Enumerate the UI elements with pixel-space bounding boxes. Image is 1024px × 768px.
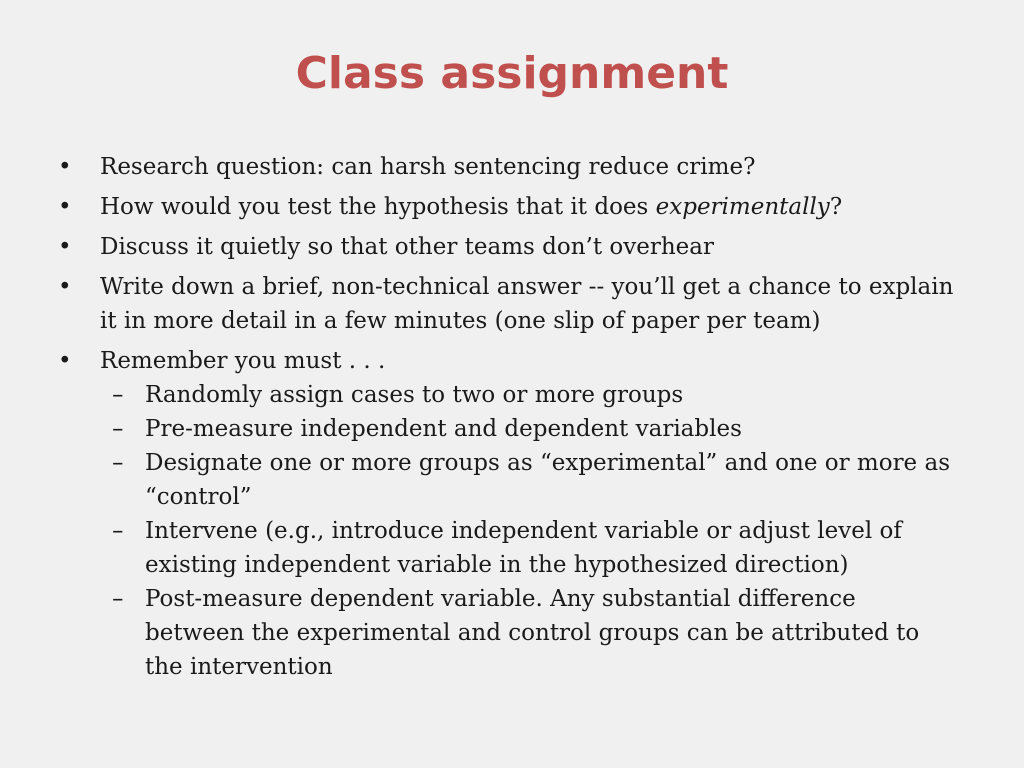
bullet-text: Write down a brief, non-technical answer -- you’ll get a chance to explain it in more detail in a few minutes (one slip of paper per team) [100,274,954,334]
bullet-item [56,270,956,338]
dash-icon: – [112,518,124,544]
bullet-item [56,190,956,224]
sub-bullet-item [100,514,956,582]
bullet-text: Remember you must . . . [100,348,386,374]
sub-bullet-text: Intervene (e.g., introduce independent variable or adjust level of existing independent variable in the hypothesized direction) [145,518,902,578]
bullet-item [56,150,956,184]
bullet-text: Discuss it quietly so that other teams don’t overhear [100,234,714,260]
sub-bullet-text: Pre-measure independent and dependent variables [145,416,742,442]
slide-content [56,150,956,684]
bullet-dot-icon: • [58,194,72,220]
bullet-text-part: ? [829,194,843,220]
bullet-text [100,194,842,220]
dash-icon: – [112,586,124,612]
bullet-item [56,344,956,378]
dash-icon: – [112,416,124,442]
sub-bullet-text: Post-measure dependent variable. Any substantial difference between the experimental and control groups can be attributed to the intervention [145,586,920,680]
bullet-dot-icon: • [58,348,72,374]
sub-bullet-item [100,378,956,412]
bullet-list [56,150,956,378]
dash-icon: – [112,382,124,408]
sub-bullet-text: Randomly assign cases to two or more groups [145,382,684,408]
dash-icon: – [112,450,124,476]
bullet-text-part: How would you test the hypothesis that it does [100,194,656,220]
bullet-text: Research question: can harsh sentencing reduce crime? [100,154,756,180]
bullet-dot-icon: • [58,154,72,180]
sub-bullet-item [100,582,956,684]
sub-bullet-list [56,378,956,684]
bullet-dot-icon: • [58,234,72,260]
bullet-item [56,230,956,264]
sub-bullet-text: Designate one or more groups as “experimental” and one or more as “control” [145,450,950,510]
sub-bullet-item [100,412,956,446]
bullet-dot-icon: • [58,274,72,300]
sub-bullet-item [100,446,956,514]
slide-title: Class assignment [295,48,729,99]
bullet-text-emphasis: experimentally [655,194,830,220]
